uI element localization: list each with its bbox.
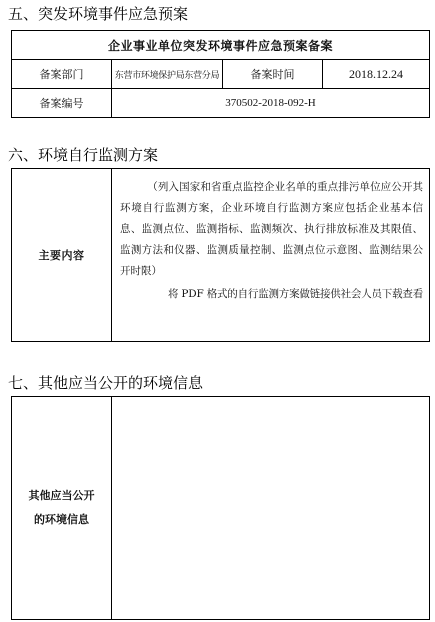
main-content-label: 主要内容: [12, 169, 112, 342]
filing-no-value: 370502-2018-092-H: [112, 89, 430, 118]
monitoring-plan-table: [11, 168, 430, 342]
filing-dept-value: 东营市环境保护局东营分局: [112, 60, 223, 89]
other-info-content: [112, 397, 430, 620]
section-6-title: 六、环境自行监测方案: [8, 146, 159, 164]
filing-time-value: 2018.12.24: [323, 60, 430, 89]
section-5-title: 五、突发环境事件应急预案: [8, 5, 189, 23]
section-7-title: 七、其他应当公开的环境信息: [8, 374, 204, 392]
filing-time-label: 备案时间: [223, 60, 323, 89]
pdf-link-note: 将 PDF 格式的自行监测方案做链接供社会人员下载查看: [167, 288, 423, 300]
filing-no-label: 备案编号: [12, 89, 112, 118]
other-info-label-line-1: 其他应当公开: [28, 489, 95, 502]
other-info-table: [11, 396, 430, 620]
emergency-plan-table: [11, 30, 430, 118]
monitoring-plan-description: （列入国家和省重点监控企业名单的重点排污单位应公开其环境自行监测方案，企业环境自行监测方案应包括企业基本信息、监测点位、监测指标、监测频次、执行排放标准及其限值、监测方法和仪器、监测质量控制、监测点位示意图、监测结果公开时限）: [120, 181, 423, 277]
other-info-label: [12, 397, 112, 620]
other-info-label-line-2: 的环境信息: [34, 513, 89, 526]
emergency-plan-table-heading: 企业事业单位突发环境事件应急预案备案: [12, 31, 430, 60]
main-content-cell: [112, 169, 430, 342]
filing-dept-label: 备案部门: [12, 60, 112, 89]
